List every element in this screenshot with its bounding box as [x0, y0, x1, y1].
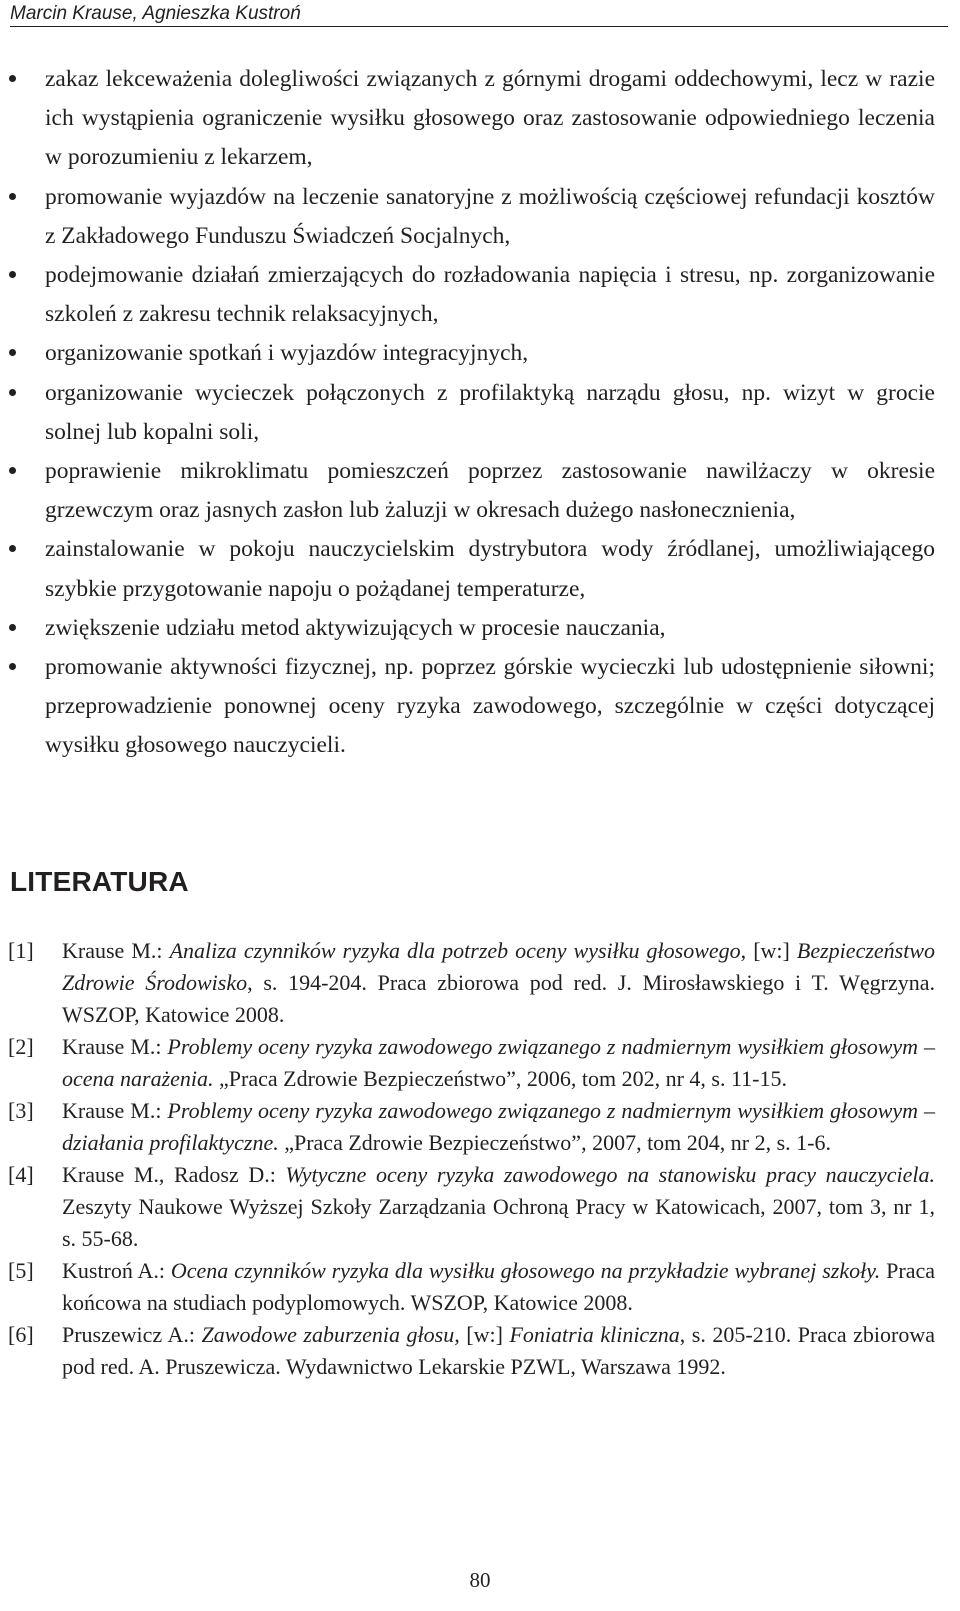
reference-item: [0, 1159, 960, 1255]
bullet-icon: [9, 545, 16, 552]
reference-details: „Praca Zdrowie Bezpieczeństwo”, 2007, tom 204, nr 2, s. 1-6.: [278, 1130, 832, 1155]
reference-source: Foniatria kliniczna: [509, 1322, 680, 1347]
reference-connector: , [w:]: [740, 938, 797, 963]
reference-number: [3]: [8, 1098, 34, 1123]
reference-title: Problemy oceny ryzyka zawodowego związanego z nadmiernym wysiłkiem głosowym – ocena narażenia.: [62, 1034, 935, 1091]
reference-title: Analiza czynników ryzyka dla potrzeb oceny wysiłku głosowego: [169, 938, 741, 963]
bullet-icon: [9, 467, 16, 474]
reference-title: Wytyczne oceny ryzyka zawodowego na stanowisku pracy nauczyciela.: [285, 1162, 935, 1187]
bullet-icon: [9, 75, 16, 82]
reference-number: [5]: [8, 1258, 34, 1283]
references-list: [0, 935, 960, 1383]
reference-number: [1]: [8, 938, 34, 963]
reference-title: Ocena czynników ryzyka dla wysiłku głosowego na przykładzie wybranej szkoły.: [170, 1258, 881, 1283]
reference-details: , s. 205-210. Praca zbiorowa pod red. A. Pruszewicza. Wydawnictwo Lekarskie PZWL, Warszawa 1992.: [62, 1322, 936, 1379]
header-authors: Marcin Krause, Agnieszka Kustroń: [10, 3, 301, 24]
list-item: [0, 334, 960, 373]
reference-title: Zawodowe zaburzenia głosu,: [201, 1322, 460, 1347]
reference-number: [2]: [8, 1034, 34, 1059]
bullet-icon: [9, 624, 16, 631]
reference-number: [6]: [8, 1322, 34, 1347]
reference-number: [4]: [8, 1162, 34, 1187]
reference-item: [0, 1319, 960, 1383]
list-item-text: zakaz lekceważenia dolegliwości związanych z górnymi drogami oddechowymi, lecz w razie ich wystąpienia ograniczenie wysiłku głosowego oraz zastosowanie odpowiedniego leczenia w porozumieniu z lekarzem,: [45, 66, 935, 171]
list-item: [0, 609, 960, 648]
list-item-text: organizowanie spotkań i wyjazdów integracyjnych,: [45, 340, 529, 367]
list-item-text: podejmowanie działań zmierzających do rozładowania napięcia i stresu, np. zorganizowanie szkoleń z zakresu technik relaksacyjnych,: [45, 262, 935, 328]
reference-item: [0, 935, 960, 1031]
list-item-text: zainstalowanie w pokoju nauczycielskim dystrybutora wody źródlanej, umożliwiającego szybkie przygotowanie napoju o pożądanej temperaturze,: [45, 536, 935, 602]
reference-item: [0, 1031, 960, 1095]
reference-author: Krause M.:: [62, 938, 170, 963]
reference-author: Kustroń A.:: [62, 1258, 171, 1283]
reference-item: [0, 1095, 960, 1159]
list-item-text: organizowanie wycieczek połączonych z profilaktyką narządu głosu, np. wizyt w grocie solnej lub kopalni soli,: [45, 379, 935, 445]
list-item: [0, 256, 960, 334]
reference-author: Pruszewicz A.:: [62, 1322, 202, 1347]
reference-item: [0, 1255, 960, 1319]
list-item-text: zwiększenie udziału metod aktywizujących w procesie nauczania,: [45, 614, 666, 641]
page-number: 80: [469, 1568, 491, 1592]
running-header: [10, 0, 948, 27]
recommendations-list: [0, 60, 960, 766]
list-item: [0, 60, 960, 178]
list-item-text: promowanie aktywności fizycznej, np. poprzez górskie wycieczki lub udostępnienie siłowni; przeprowadzienie ponownej oceny ryzyka zawodowego, szczególnie w części dotyczącej wysiłku głosowego nauczycieli.: [45, 654, 935, 759]
list-item: [0, 374, 960, 452]
list-item-text: promowanie wyjazdów na leczenie sanatoryjne z możliwością częściowej refundacji kosztów z Zakładowego Funduszu Świadczeń Socjalnych,: [45, 183, 935, 249]
references-heading: LITERATURA: [10, 866, 189, 897]
reference-details: , s. 194-204. Praca zbiorowa pod red. J. Mirosławskiego i T. Węgrzyna. WSZOP, Katowice 2008.: [62, 970, 935, 1027]
bullet-icon: [9, 663, 16, 670]
reference-details: Praca końcowa na studiach podyplomowych. WSZOP, Katowice 2008.: [62, 1258, 935, 1315]
bullet-icon: [9, 271, 16, 278]
reference-author: Krause M.:: [62, 1098, 168, 1123]
reference-connector: [w:]: [459, 1322, 510, 1347]
reference-author: Krause M.:: [62, 1034, 168, 1059]
reference-source: Bezpieczeństwo Zdrowie Środowisko: [62, 938, 936, 995]
reference-details: Zeszyty Naukowe Wyższej Szkoły Zarządzania Ochroną Pracy w Katowicach, 2007, tom 3, nr 1, s. 55-68.: [62, 1194, 935, 1251]
list-item: [0, 452, 960, 530]
reference-title: Problemy oceny ryzyka zawodowego związanego z nadmiernym wysiłkiem głosowym – działania profilaktyczne.: [62, 1098, 935, 1155]
list-item-text: poprawienie mikroklimatu pomieszczeń poprzez zastosowanie nawilżaczy w okresie grzewczym oraz jasnych zasłon lub żaluzji w okresach dużego nasłonecznienia,: [45, 458, 935, 524]
list-item: [0, 530, 960, 608]
reference-author: Krause M., Radosz D.:: [62, 1162, 286, 1187]
bullet-icon: [9, 193, 16, 200]
list-item: [0, 178, 960, 256]
bullet-icon: [9, 389, 16, 396]
list-item: [0, 648, 960, 766]
reference-details: „Praca Zdrowie Bezpieczeństwo”, 2006, tom 202, nr 4, s. 11-15.: [213, 1066, 788, 1091]
bullet-icon: [9, 349, 16, 356]
